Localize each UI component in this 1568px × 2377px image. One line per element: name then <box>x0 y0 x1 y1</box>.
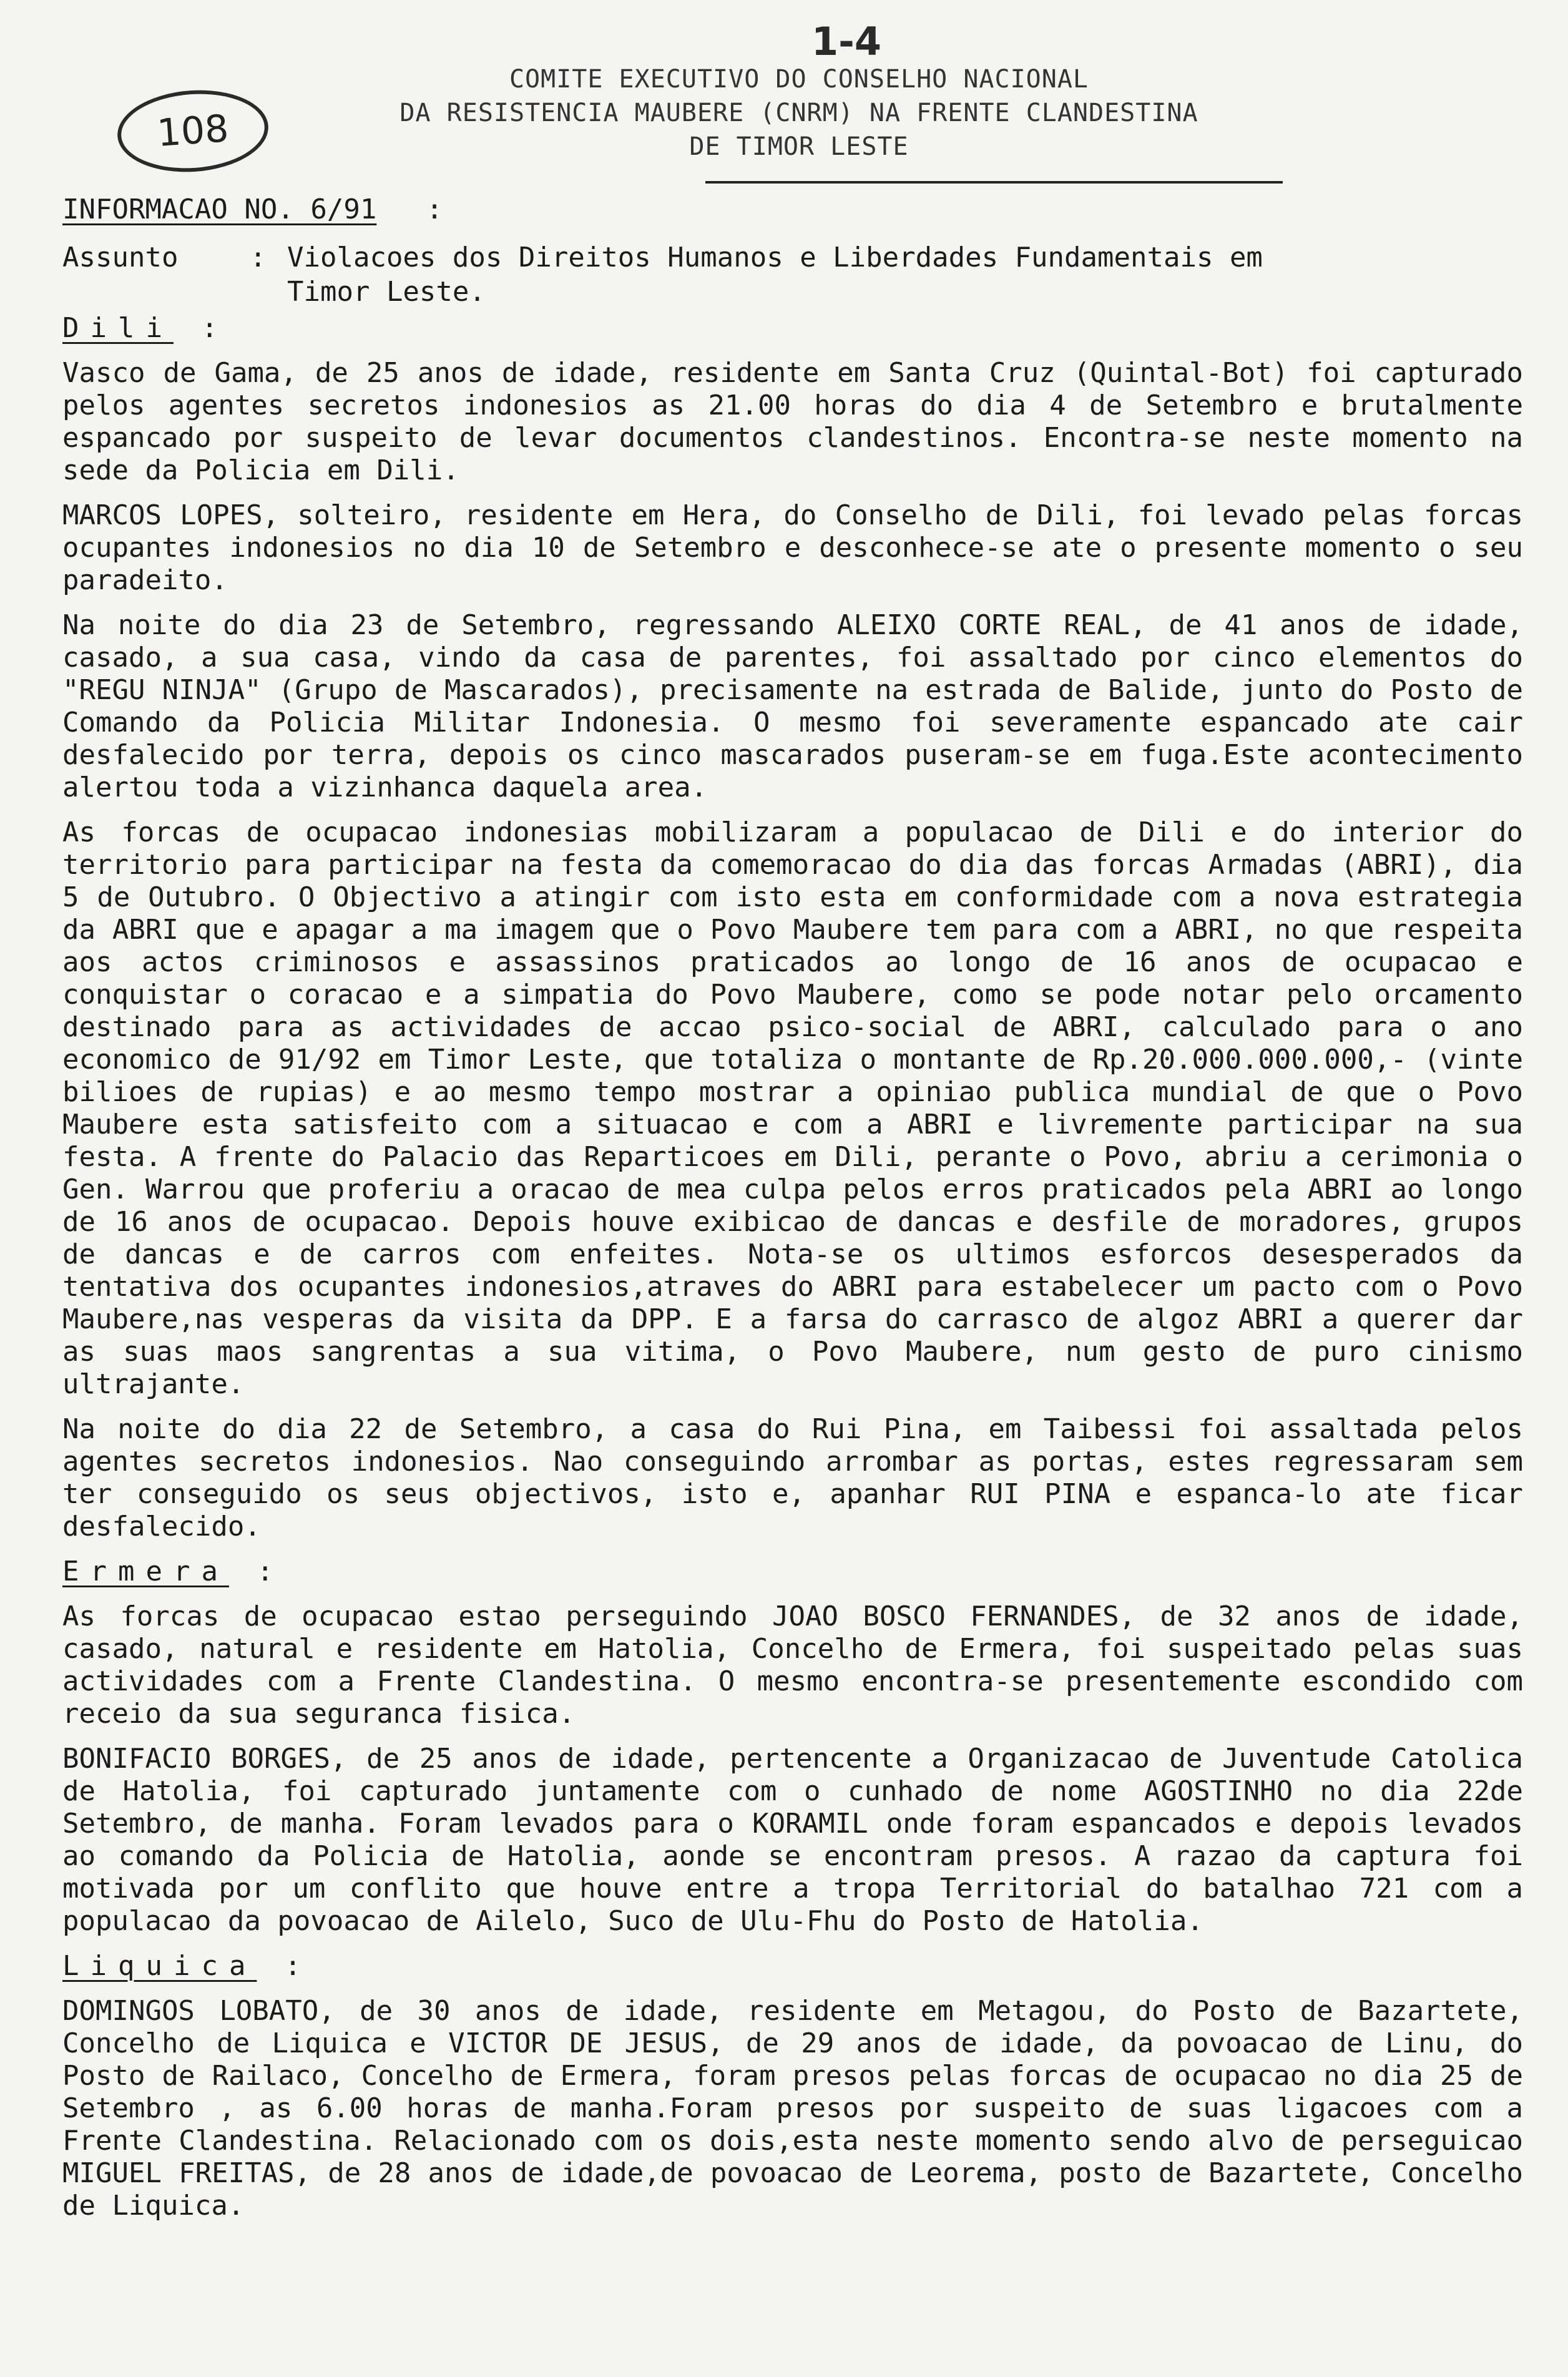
paragraph: As forcas de ocupacao estao perseguindo JOAO BOSCO FERNANDES, de 32 anos de idade, casado, natural e residente em Hatolia, Concelho de Ermera, foi suspeitado pelas suas actividades com a Frente Clandestina. O mesmo encontra-se presentemente escondido com receio da sua seguranca fisica. <box>62 1600 1523 1730</box>
subject-separator: : <box>250 242 267 273</box>
paragraph: BONIFACIO BORGES, de 25 anos de idade, pertencente a Organizacao de Juventude Catolica de Hatolia, foi capturado juntamente com o cunhado de nome AGOSTINHO no dia 22de Setembro, de manha. Foram levados para o KORAMIL onde foram espancados e depois levados ao comando da Policia de Hatolia, aonde se encontram presos. A razao da captura foi motivada por um conflito que houve entre a tropa Territorial do batalhao 721 com a populacao da povoacao de Ailelo, Suco de Ulu-Fhu do Posto de Hatolia. <box>62 1743 1523 1937</box>
header-line-2: DA RESISTENCIA MAUBERE (CNRM) NA FRENTE CLANDESTINA <box>399 99 1198 127</box>
subject-line <box>62 240 1498 309</box>
information-label: INFORMACAO NO. 6/91 <box>62 194 377 225</box>
document-header <box>300 62 1298 164</box>
circled-number-stamp: 108 <box>115 86 271 177</box>
section-heading-ermera: Ermera : <box>62 1556 285 1587</box>
header-line-3: DE TIMOR LESTE <box>689 132 909 161</box>
section-heading-dili: Dili : <box>62 312 229 344</box>
information-colon: : <box>426 194 443 225</box>
subject-value: Violacoes dos Direitos Humanos e Liberdades Fundamentais em Timor Leste. <box>287 242 1263 308</box>
paragraph: As forcas de ocupacao indonesias mobilizaram a populacao de Dili e do interior do territorio para participar na festa da comemoracao do dia das forcas Armadas (ABRI), dia 5 de Outubro. O Objectivo a atingir com isto esta em conformidade com a nova estrategia da ABRI que e apagar a ma imagem que o Povo Maubere tem para com a ABRI, no que respeita aos actos criminosos e assassinos praticados ao longo de 16 anos de ocupacao e conquistar o coracao e a simpatia do Povo Maubere, como se pode notar pelo orcamento destinado para as actividades de accao psico-social de ABRI, calculado para o ano economico de 91/92 em Timor Leste, que totaliza o montante de Rp.20.000.000.000,- (vinte bilioes de rupias) e ao mesmo tempo mostrar a opiniao publica mundial de que o Povo Maubere esta satisfeito com a situacao e com a ABRI e livremente participar na sua festa. A frente do Palacio das Reparticoes em Dili, perante o Povo, abriu a cerimonia o Gen. Warrou que proferiu a oracao de mea culpa pelos erros praticados pela ABRI ao longo de 16 anos de ocupacao. Depois houve exibicao de dancas e desfile de moradores, grupos de dancas e de carros com enfeites. Nota-se os ultimos esforcos desesperados da tentativa dos ocupantes indonesios,atraves do ABRI para estabelecer um pacto com o Povo Maubere,nas vesperas da visita da DPP. E a farsa do carrasco de algoz ABRI a querer dar as suas maos sangrentas a sua vitima, o Povo Maubere, num gesto de puro cinismo ultrajante. <box>62 816 1523 1400</box>
paragraph: Na noite do dia 22 de Setembro, a casa do Rui Pina, em Taibessi foi assaltada pelos agentes secretos indonesios. Nao conseguindo arrombar as portas, estes regressaram sem ter conseguido os seus objectivos, isto e, apanhar RUI PINA e espanca-lo ate ficar desfalecido. <box>62 1413 1523 1542</box>
paragraph: Vasco de Gama, de 25 anos de idade, residente em Santa Cruz (Quintal-Bot) foi capturado pelos agentes secretos indonesios as 21.00 horas do dia 4 de Setembro e brutalmente espancado por suspeito de levar documentos clandestinos. Encontra-se neste momento na sede da Policia em Dili. <box>62 357 1523 486</box>
section-heading-liquica: Liquica : <box>62 1950 313 1982</box>
paragraph: Na noite do dia 23 de Setembro, regressando ALEIXO CORTE REAL, de 41 anos de idade, casado, a sua casa, vindo da casa de parentes, foi assaltado por cinco elementos do "REGU NINJA" (Grupo de Mascarados), precisamente na estrada de Balide, junto do Posto de Comando da Policia Militar Indonesia. O mesmo foi severamente espancado ate cair desfalecido por terra, depois os cinco mascarados puseram-se em fuga.Este acontecimento alertou toda a vizinhanca daquela area. <box>62 609 1523 803</box>
header-rule <box>705 181 1283 184</box>
page-number-mark: 1-4 <box>811 19 882 64</box>
document-body <box>62 312 1523 2235</box>
information-number <box>62 192 443 227</box>
header-line-1: COMITE EXECUTIVO DO CONSELHO NACIONAL <box>509 65 1089 94</box>
paragraph: DOMINGOS LOBATO, de 30 anos de idade, residente em Metagou, do Posto de Bazartete, Concelho de Liquica e VICTOR DE JESUS, de 29 anos de idade, da povoacao de Linu, do Posto de Railaco, Concelho de Ermera, foram presos pelas forcas de ocupacao no dia 25 de Setembro , as 6.00 horas de manha.Foram presos por suspeito de suas ligacoes com a Frente Clandestina. Relacionado com os dois,esta neste momento sendo alvo de perseguicao MIGUEL FREITAS, de 28 anos de idade,de povoacao de Leorema, posto de Bazartete, Concelho de Liquica. <box>62 1995 1523 2222</box>
subject-key: Assunto <box>62 242 179 273</box>
paragraph: MARCOS LOPES, solteiro, residente em Hera, do Conselho de Dili, foi levado pelas forcas ocupantes indonesios no dia 10 de Setembro e desconhece-se ate o presente momento o seu paradeito. <box>62 499 1523 596</box>
